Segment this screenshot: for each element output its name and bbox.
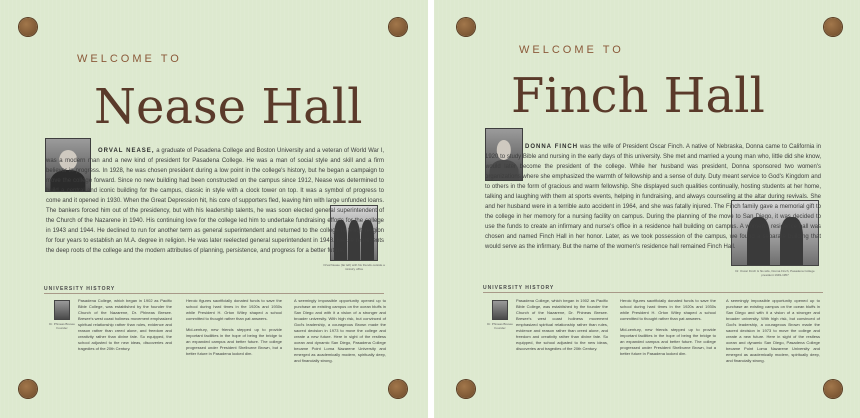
bolt-icon	[824, 380, 842, 398]
welcome-heading: WELCOME TO	[519, 44, 624, 56]
bolt-icon	[457, 380, 475, 398]
hall-title: Finch Hall	[511, 68, 765, 124]
history-column-3	[294, 298, 386, 369]
history-column-1	[78, 298, 172, 357]
bio-body: a graduate of Pasadena College and Boston University and a veteran of World War I, was a modern man and a new kind of president for Pasadena College. He was a man of social style and skill and a firm believer in progress. In 1928, he was chosen president during a low point in the college's history, but he began a campaign to move the college forward. Since no new building had been constructed on the campus since 1912, Nease was determined to build a central and iconic building for the campus, classic in style with a clock tower on top. It was a symbol of progress to come and it opened in 1930. When the Great Depression hit, his core of supporters fled, leaving him with large unfunded loans. The bankers forced him out of the presidency, but with his leadership talents, he was soon elected general superintendent of the Church of the Nazarene in 1940. His continuing love for the college led him to undertake fundraising efforts for the college in 1943 and 1944. He declined to run for another term as general superintendent and returned to the college to teach religion for four years to establish an M.A. degree in religion. He was later reelected general superintendent in 1948. Nease represents the deep roots of the college and the modern attributes of planning, persistence, and progress for a better future.	[46, 148, 384, 254]
bolt-icon	[457, 18, 475, 36]
section-label: UNIVERSITY HISTORY	[483, 285, 555, 291]
welcome-heading: WELCOME TO	[77, 53, 182, 65]
photo-caption: Dr. Oscar Finch & his wife, Donna Finch, Pasadena College president 1949-1957	[735, 269, 815, 277]
photo-caption: Orval Nease (far left) with his friends outside a ministry office	[323, 263, 385, 271]
bio-text	[485, 142, 821, 252]
history-paragraph: Mid-century, new friends stepped up to provide important facilities in the hope of being the bridge to an expanded campus and better future. The college progressed under President Shelburne Brown, but a better future in Pasadena looked dim.	[620, 327, 716, 356]
bio-text	[46, 146, 384, 256]
bio-name: DONNA FINCH	[525, 144, 579, 150]
history-paragraph: Mid-century, new friends stepped up to provide important facilities in the hope of being the bridge to an expanded campus and better future. The college progressed under President Shelburne Brown, but a better future in Pasadena looked dim.	[186, 327, 282, 356]
bolt-icon	[19, 18, 37, 36]
history-paragraph: Pasadena College, which began in 1902 as Pacific Bible College, was established by the founder the Church of the Nazarene, Dr. Phineas Bresee. Bresee's west coast holiness movement emphasized spiritual relationship rather than rules, evidence and reason rather than creed alone, and freedom and creativity rather than divine fate. So equipped, the school adjusted to the new ideas, discoveries and tragedies of the 20th Century.	[78, 298, 172, 351]
bolt-icon	[389, 18, 407, 36]
history-paragraph: A seemingly impossible opportunity opened up to purchase an existing campus on the ocean bluffs in San Diego and with it a vision of a stronger and broader university. With high risk, but convinced of God's leadership, a courageous Brown made the sacred decision in 1973 to move the college and create a new future. Here in sight of the restless ocean and dynamic San Diego, Pasadena College became Point Loma Nazarene University and emerged as academically modern, spiritually deep, and financially strong.	[726, 298, 820, 363]
bresee-portrait	[54, 300, 70, 320]
bresee-caption: Dr. Phineas Bresee Founder	[49, 322, 75, 330]
bolt-icon	[824, 18, 842, 36]
bresee-caption: Dr. Phineas Bresee Founder	[487, 322, 513, 330]
bresee-portrait	[492, 300, 508, 320]
history-paragraph: Heroic figures sacrificially donated funds to save the school during hard times in the 1920s and 1930s while President H. Orton Wiley shaped a school committed to thought rather than pat answers.	[620, 298, 716, 321]
history-paragraph: Heroic figures sacrificially donated funds to save the school during hard times in the 1920s and 1930s while President H. Orton Wiley shaped a school committed to thought rather than pat answers.	[186, 298, 282, 321]
bio-body: was the wife of President Oscar Finch. A native of Nebraska, Donna came to California in 1920 to study Bible and nursing in the early days of this university. She met and married a young man who, little did she know, would later become the president of the college. While her husband was president, Donna sponsored two women's organizations where she emphasized the warmth of fellowship and a sense of duty. Duty meant service to God's Kingdom and to others in the form of gracious and warm fellowship. She displayed such qualities continually, hosting students at her home, talking and laughing with them at sports events, helping in fundraising, and always counseling at the altar during revivals. She and her husband were in a terrible auto accident in 1964, and she was fatally injured. The Finch family gave a memorial gift to the college in her memory for a nursing facility on campus. During the planning of the move to San Diego, it was decided to use the funds to create an infirmary and nurse's office in a residence hall building on campus. A women's residence hall was chosen and named Finch Hall in her honor. Later, as we took possession of the campus, we found a separate building that would serve as the infirmary. But the name of the women's residence hall remained Finch Hall.	[485, 144, 821, 250]
history-column-3	[726, 298, 820, 369]
section-divider	[44, 293, 384, 294]
history-column-1	[516, 298, 608, 357]
finch-hall-sign	[434, 0, 860, 418]
history-column-2	[186, 298, 282, 362]
hall-title: Nease Hall	[94, 79, 363, 135]
section-divider	[483, 292, 823, 293]
section-label: UNIVERSITY HISTORY	[44, 286, 116, 292]
history-paragraph: Pasadena College, which began in 1902 as Pacific Bible College, was established by the founder the Church of the Nazarene, Dr. Phineas Bresee. Bresee's west coast holiness movement emphasized spiritual relationship rather than rules, evidence and reason rather than creed alone, and freedom and creativity rather than divine fate. So equipped, the school adjusted to the new ideas, discoveries and tragedies of the 20th Century.	[516, 298, 608, 351]
bio-name: ORVAL NEASE,	[98, 148, 155, 154]
bolt-icon	[19, 380, 37, 398]
history-paragraph: A seemingly impossible opportunity opened up to purchase an existing campus on the ocean bluffs in San Diego and with it a vision of a stronger and broader university. With high risk, but convinced of God's leadership, a courageous Brown made the sacred decision in 1973 to move the college and create a new future. Here in sight of the restless ocean and dynamic San Diego, Pasadena College became Point Loma Nazarene University and emerged as academically modern, spiritually deep, and financially strong.	[294, 298, 386, 363]
nease-hall-sign	[0, 0, 428, 418]
bolt-icon	[389, 380, 407, 398]
history-column-2	[620, 298, 716, 362]
